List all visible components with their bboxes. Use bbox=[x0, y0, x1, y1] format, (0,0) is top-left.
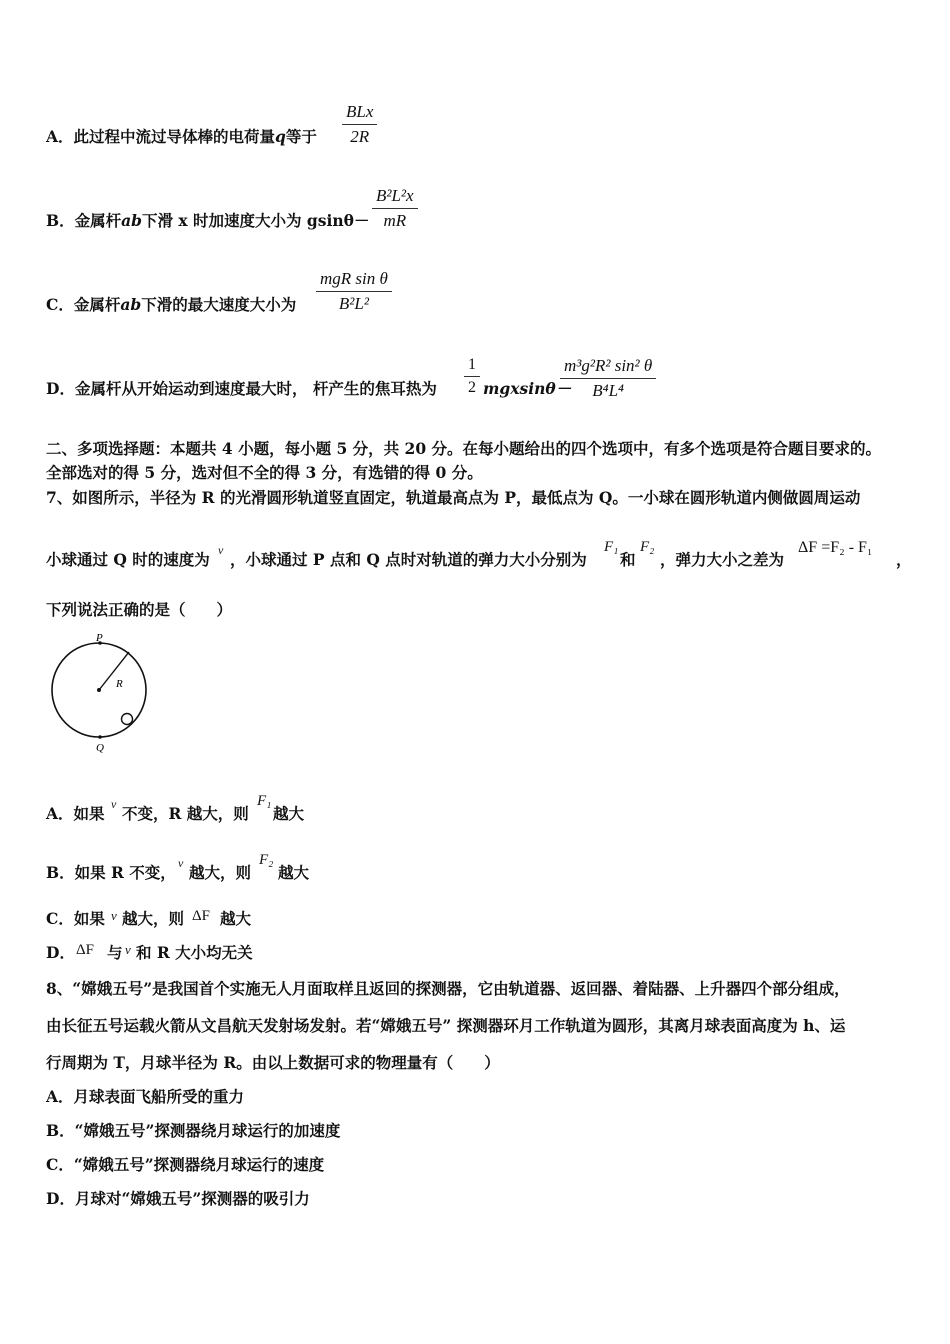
q6-c-tail: 下滑的最大速度大小为 bbox=[141, 295, 297, 314]
q7-option-d-mid: 与 bbox=[107, 943, 123, 962]
q7-option-d-pre: D． bbox=[46, 943, 75, 962]
q6-b-frac-den: mR bbox=[383, 211, 407, 230]
q6-d-half-den: 2 bbox=[468, 379, 476, 396]
label-q: Q bbox=[96, 742, 104, 754]
q7-stem-F2: F₂ bbox=[640, 539, 655, 555]
q7-stem-line1: 7、如图所示，半径为 R 的光滑圆形轨道竖直固定，轨道最高点为 P，最低点为 Q。一小球在圆形轨道内侧做圆周运动 bbox=[46, 488, 861, 507]
q6-d-half bbox=[464, 356, 480, 397]
section2-line2: 全部选对的得 5 分，选对但不全的得 3 分，有选错的得 0 分。 bbox=[46, 463, 483, 482]
q7-stem-line2a: 小球通过 Q 时的速度为 bbox=[46, 550, 210, 569]
q7-a-v: v bbox=[111, 797, 117, 811]
q7-option-c-pre: C．如果 bbox=[46, 909, 105, 928]
q6-option-a bbox=[46, 127, 317, 147]
q7-stem-delta: ΔF =F₂ - F₁ bbox=[798, 539, 873, 556]
q7-c-v: v bbox=[111, 908, 117, 923]
q7-circle-figure bbox=[44, 628, 164, 758]
q7-stem-he: 和 bbox=[620, 550, 636, 569]
q6-c-text: C．金属杆 bbox=[46, 295, 121, 314]
center-dot bbox=[97, 688, 101, 692]
radius-line bbox=[99, 652, 129, 690]
q7-d-v: v bbox=[125, 942, 131, 957]
q6-option-b bbox=[46, 211, 370, 231]
q7-stem-v: v bbox=[218, 543, 224, 557]
q8-option-a: A．月球表面飞船所受的重力 bbox=[46, 1087, 245, 1106]
q6-option-d bbox=[46, 379, 437, 399]
q6-a-frac-num: BLx bbox=[342, 102, 377, 125]
label-p: P bbox=[96, 632, 103, 644]
q7-a-F: F₁ bbox=[257, 793, 272, 809]
q6-a-tail: 等于 bbox=[285, 127, 317, 146]
q6-b-tail: 下滑 x 时加速度大小为 gsinθ－ bbox=[142, 211, 370, 230]
small-ball bbox=[122, 714, 133, 725]
q6-d-mid-text: mgxsinθ－ bbox=[483, 379, 572, 398]
q6-a-var: q bbox=[275, 127, 286, 146]
section2-line1: 二、多项选择题：本题共 4 小题，每小题 5 分，共 20 分。在每小题给出的四个选项中，有多个选项是符合题目要求的。 bbox=[46, 439, 882, 458]
q7-option-c-post: 越大 bbox=[220, 909, 252, 928]
q7-option-b-mid: 越大，则 bbox=[189, 863, 252, 882]
q7-option-a-post: 越大 bbox=[273, 804, 305, 823]
q7-stem-end: ， bbox=[896, 550, 912, 569]
q6-b-frac-num: B²L²x bbox=[372, 186, 418, 209]
q7-option-b-pre: B．如果 R 不变， bbox=[46, 863, 176, 882]
q7-option-a-mid: 不变，R 越大，则 bbox=[122, 804, 249, 823]
q8-option-c: C．“嫦娥五号”探测器绕月球运行的速度 bbox=[46, 1155, 325, 1174]
q7-b-v: v bbox=[178, 856, 184, 870]
q6-c-var: ab bbox=[120, 295, 142, 314]
q7-option-a-pre: A．如果 bbox=[46, 804, 105, 823]
q7-option-c-mid: 越大，则 bbox=[122, 909, 185, 928]
q8-stem-line3: 行周期为 T，月球半径为 R。由以上数据可求的物理量有（ ） bbox=[46, 1053, 500, 1072]
q8-option-d: D．月球对“嫦娥五号”探测器的吸引力 bbox=[46, 1189, 310, 1208]
point-q-dot bbox=[98, 735, 102, 739]
q7-stem-line2b: ，小球通过 P 点和 Q 点时对轨道的弹力大小分别为 bbox=[230, 550, 587, 569]
q6-c-frac-num: mgR sin θ bbox=[316, 269, 392, 292]
q6-d-half-num: 1 bbox=[464, 356, 480, 377]
q8-option-b: B．“嫦娥五号”探测器绕月球运行的加速度 bbox=[46, 1121, 341, 1140]
q6-c-frac-den: B²L² bbox=[338, 294, 369, 313]
q6-d-fraction bbox=[560, 356, 656, 401]
q6-a-text: A．此过程中流过导体棒的电荷量 bbox=[46, 127, 276, 146]
q6-d-frac-den: B⁴L⁴ bbox=[592, 381, 624, 400]
q6-option-c bbox=[46, 295, 296, 315]
q7-stem-F1: F₁ bbox=[604, 539, 619, 555]
q7-d-dF: ΔF bbox=[76, 942, 94, 958]
q7-stem-line2c: ，弹力大小之差为 bbox=[660, 550, 785, 569]
q6-a-frac-den: 2R bbox=[350, 127, 370, 146]
q6-d-mid bbox=[483, 379, 571, 399]
q7-stem-line3: 下列说法正确的是（ ） bbox=[46, 600, 233, 619]
q6-b-fraction bbox=[372, 186, 418, 231]
q8-stem-line1: 8、“嫦娥五号”是我国首个实施无人月面取样且返回的探测器，它由轨道器、返回器、着陆器、上升器四个部分组成， bbox=[46, 979, 850, 998]
q7-option-b-post: 越大 bbox=[278, 863, 310, 882]
q7-option-d-post: 和 R 大小均无关 bbox=[136, 943, 253, 962]
q7-b-F: F₂ bbox=[259, 852, 274, 868]
q6-c-fraction bbox=[316, 269, 392, 314]
label-r: R bbox=[116, 678, 123, 690]
q6-b-var: ab bbox=[121, 211, 142, 230]
q6-a-fraction bbox=[342, 102, 377, 147]
q7-c-dF: ΔF bbox=[192, 908, 210, 924]
q6-d-text: D．金属杆从开始运动到速度最大时， 杆产生的焦耳热为 bbox=[46, 379, 437, 398]
q6-b-text: B．金属杆 bbox=[46, 211, 122, 230]
q8-stem-line2: 由长征五号运载火箭从文昌航天发射场发射。若“嫦娥五号” 探测器环月工作轨道为圆形，其离月球表面高度为 h、运 bbox=[46, 1016, 846, 1035]
q6-d-frac-num: m³g²R² sin² θ bbox=[560, 356, 656, 379]
